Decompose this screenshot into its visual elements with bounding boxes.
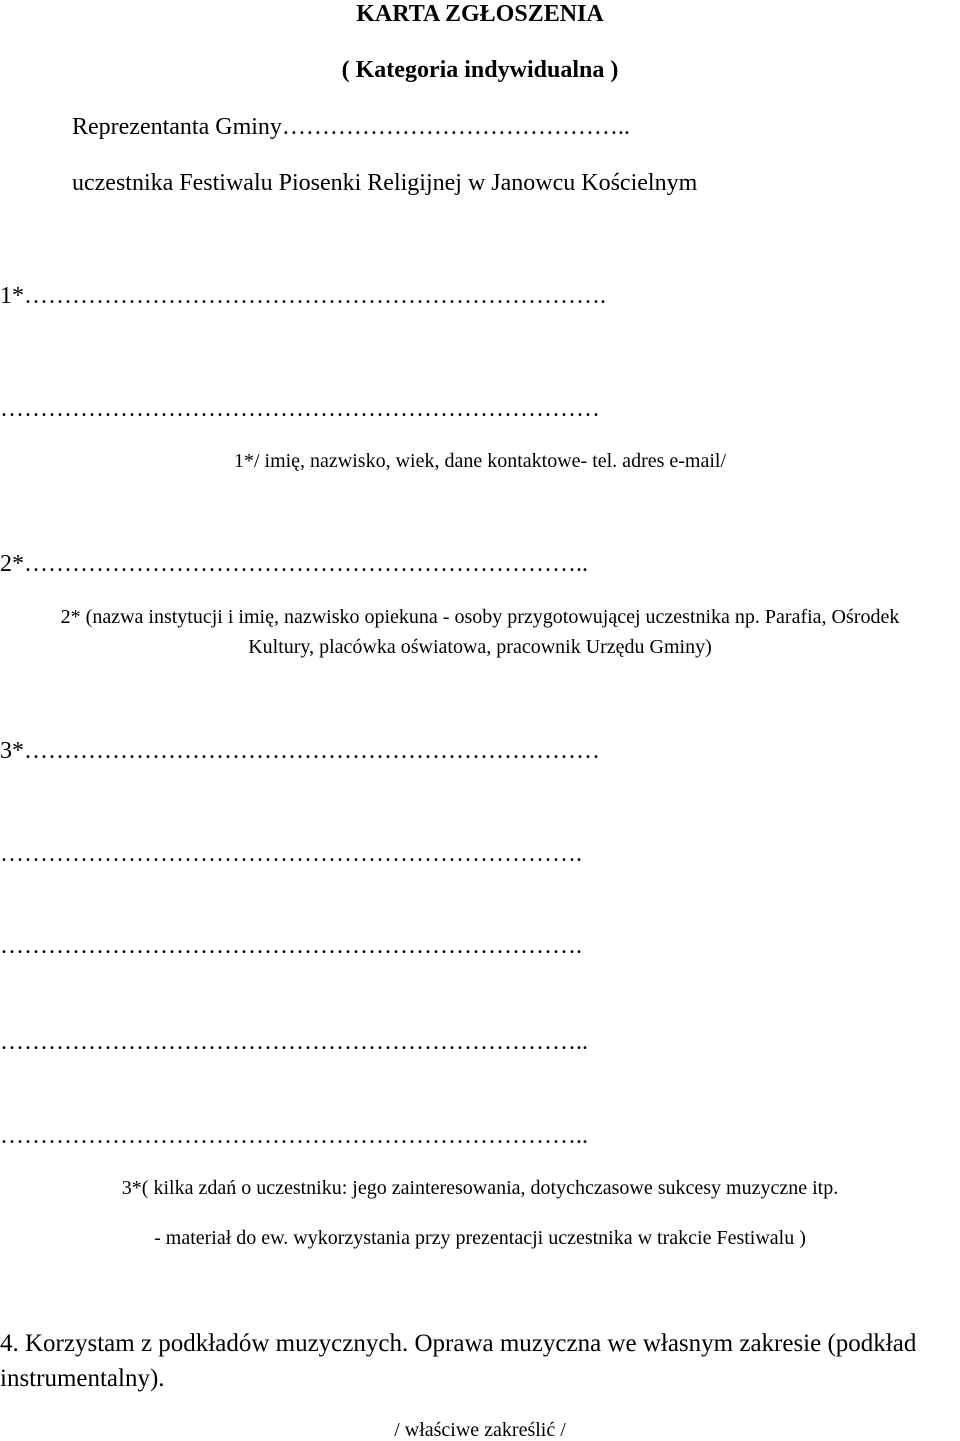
field-3-continuation-line-1: ……………………………………………………………….: [0, 841, 582, 867]
form-title: KARTA ZGŁOSZENIA: [356, 1, 604, 27]
field-3-continuation-line-2: ……………………………………………………………….: [0, 933, 582, 959]
field-2-hint-line-1: 2* (nazwa instytucji i imię, nazwisko opiekuna - osoby przygotowującej uczestnika np. Parafia, Ośrodek: [60, 606, 900, 628]
field-3-hint-line-1: 3*( kilka zdań o uczestniku: jego zainteresowania, dotychczasowe sukcesy muzyczne itp.: [121, 1177, 839, 1199]
field-1-hint: 1*/ imię, nazwisko, wiek, dane kontaktowe- tel. adres e-mail/: [233, 450, 727, 472]
field-3-line: 3*………………………………………………………………: [0, 738, 600, 764]
section-4-statement: 4. Korzystam z podkładów muzycznych. Oprawa muzyczna we własnym zakresie (podkład instrumentalny).: [0, 1330, 917, 1392]
field-1-continuation-line: …………………………………………………………………: [0, 396, 600, 422]
representative-line: Reprezentanta Gminy……………………………………..: [72, 114, 630, 140]
field-2-hint-line-2: Kultury, placówka oświatowa, pracownik Urzędu Gminy): [248, 636, 712, 658]
field-3-continuation-line-4: ………………………………………………………………..: [0, 1123, 588, 1149]
field-3-hint-line-2: - materiał do ew. wykorzystania przy prezentacji uczestnika w trakcie Festiwalu ): [154, 1227, 806, 1249]
field-2-line: 2*……………………………………………………………..: [0, 551, 588, 577]
participant-line: uczestnika Festiwalu Piosenki Religijnej w Janowcu Kościelnym: [72, 170, 698, 196]
field-3-continuation-line-3: ………………………………………………………………..: [0, 1029, 588, 1055]
field-1-line: 1*……………………………………………………………….: [0, 283, 606, 309]
section-4-note: / właściwe zakreślić /: [394, 1419, 566, 1441]
form-subtitle: ( Kategoria indywidualna ): [341, 57, 619, 83]
